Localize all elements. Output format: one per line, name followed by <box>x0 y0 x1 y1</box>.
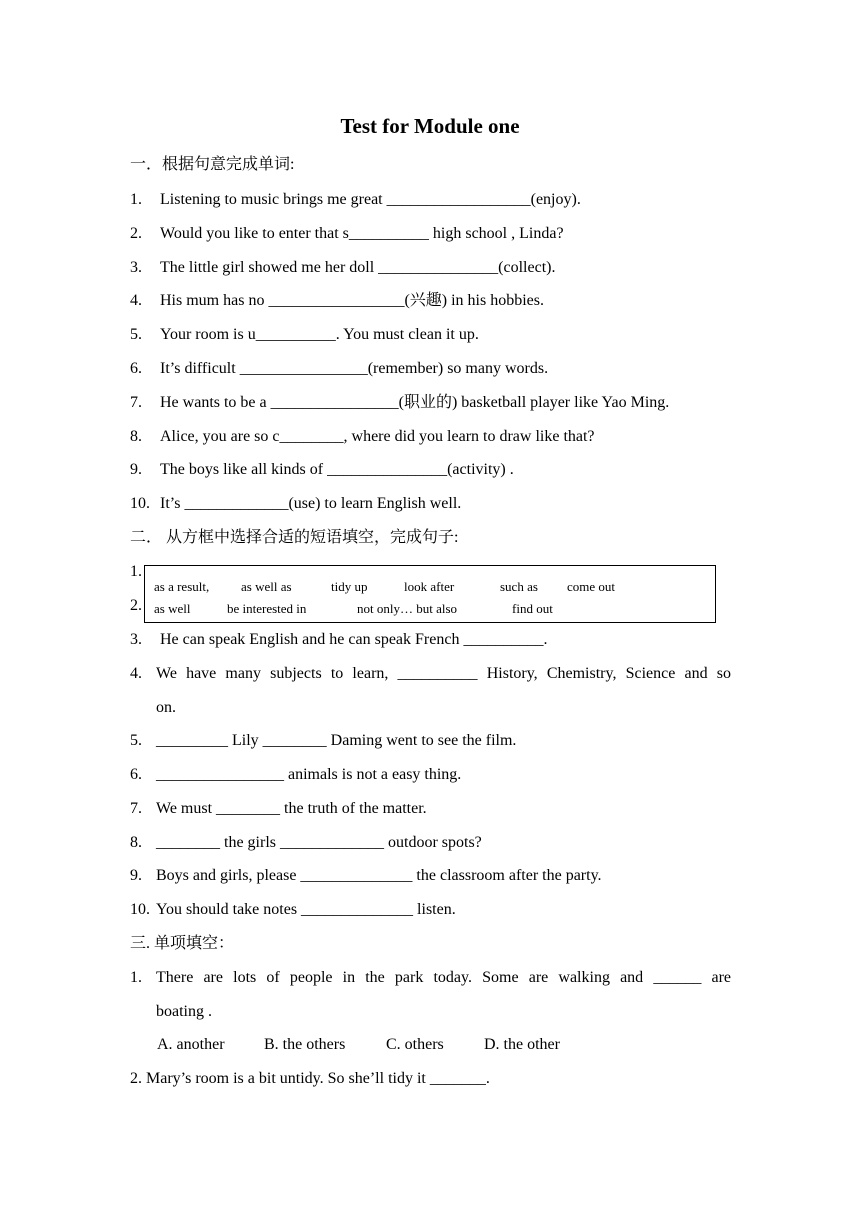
question-2: 2. Mary’s room is a bit untidy. So she’ll tidy it _______. <box>130 1070 490 1087</box>
item-text: His mum has no _________________(兴趣) in his hobbies. <box>160 292 544 309</box>
item-number: 7. <box>130 394 142 411</box>
item-text: He wants to be a ________________(职业的) basketball player like Yao Ming. <box>160 394 670 411</box>
item-text: We have many subjects to learn, __________ History, Chemistry, Science and so <box>156 665 731 682</box>
word-option: look after <box>404 579 455 594</box>
item-text: ________ the girls _____________ outdoor spots? <box>156 834 482 851</box>
page-title: Test for Module one <box>340 114 520 138</box>
item-number: 10. <box>130 495 150 512</box>
item-number: 9. <box>130 867 142 884</box>
item-number: 5. <box>130 732 142 749</box>
item-text: We must ________ the truth of the matter. <box>156 800 427 817</box>
item-number: 3. <box>130 631 142 648</box>
item-number: 4. <box>130 292 142 309</box>
section2-heading: 二． 从方框中选择合适的短语填空，完成句子: <box>130 529 459 546</box>
item-number: 8. <box>130 428 142 445</box>
item-text: Would you like to enter that s__________ high school , Linda? <box>160 225 564 242</box>
item-number: 6. <box>130 766 142 783</box>
item-number-hidden: 2. <box>130 597 142 614</box>
word-option: tidy up <box>331 579 368 594</box>
item-number: 7. <box>130 800 142 817</box>
word-option: be interested in <box>227 601 307 616</box>
word-option: as a result, <box>154 579 210 594</box>
item-text: ________________ animals is not a easy thing. <box>156 766 462 783</box>
item-text: He can speak English and he can speak French __________. <box>160 631 548 648</box>
item-text: _________ Lily ________ Daming went to see the film. <box>156 732 517 749</box>
item-number: 4. <box>130 665 142 682</box>
item-number: 5. <box>130 326 142 343</box>
item-text: Alice, you are so c________, where did you learn to draw like that? <box>160 428 595 445</box>
word-option: as well as <box>241 579 292 594</box>
section3-heading: 三. 单项填空： <box>130 935 235 952</box>
choice-b: B. the others <box>264 1036 346 1053</box>
item-text: Listening to music brings me great __________________(enjoy). <box>160 191 581 208</box>
item-text: Boys and girls, please ______________ the classroom after the party. <box>156 867 602 884</box>
item-number: 1. <box>130 191 142 208</box>
item-number: 10. <box>130 901 150 918</box>
item-number-hidden: 1. <box>130 563 142 580</box>
item-number: 3. <box>130 259 142 276</box>
item-number: 8. <box>130 834 142 851</box>
item-text: It’s _____________(use) to learn English well. <box>160 495 462 512</box>
question-text: There are lots of people in the park today. Some are walking and ______ are <box>156 969 731 986</box>
choice-a: A. another <box>157 1036 225 1053</box>
item-number: 6. <box>130 360 142 377</box>
choice-d: D. the other <box>484 1036 560 1053</box>
question-text-continued: boating . <box>156 1003 212 1020</box>
item-number: 2. <box>130 225 142 242</box>
item-text: You should take notes ______________ listen. <box>156 901 456 918</box>
item-number: 1. <box>130 969 142 986</box>
word-option: not only… but also <box>357 601 458 616</box>
word-option: as well <box>154 601 191 616</box>
choice-c: C. others <box>386 1036 444 1053</box>
word-option: find out <box>512 601 553 616</box>
section1-heading: 一．根据句意完成单词: <box>130 156 295 173</box>
word-box <box>144 565 716 623</box>
item-text: It’s difficult ________________(remember) so many words. <box>160 360 549 377</box>
item-text: Your room is u__________. You must clean it up. <box>160 326 479 343</box>
item-number: 9. <box>130 461 142 478</box>
item-text: The boys like all kinds of _______________(activity) . <box>160 461 514 478</box>
word-option: such as <box>500 579 538 594</box>
item-text: The little girl showed me her doll _______________(collect). <box>160 259 556 276</box>
word-option: come out <box>567 579 616 594</box>
item-text-continued: on. <box>156 699 176 716</box>
